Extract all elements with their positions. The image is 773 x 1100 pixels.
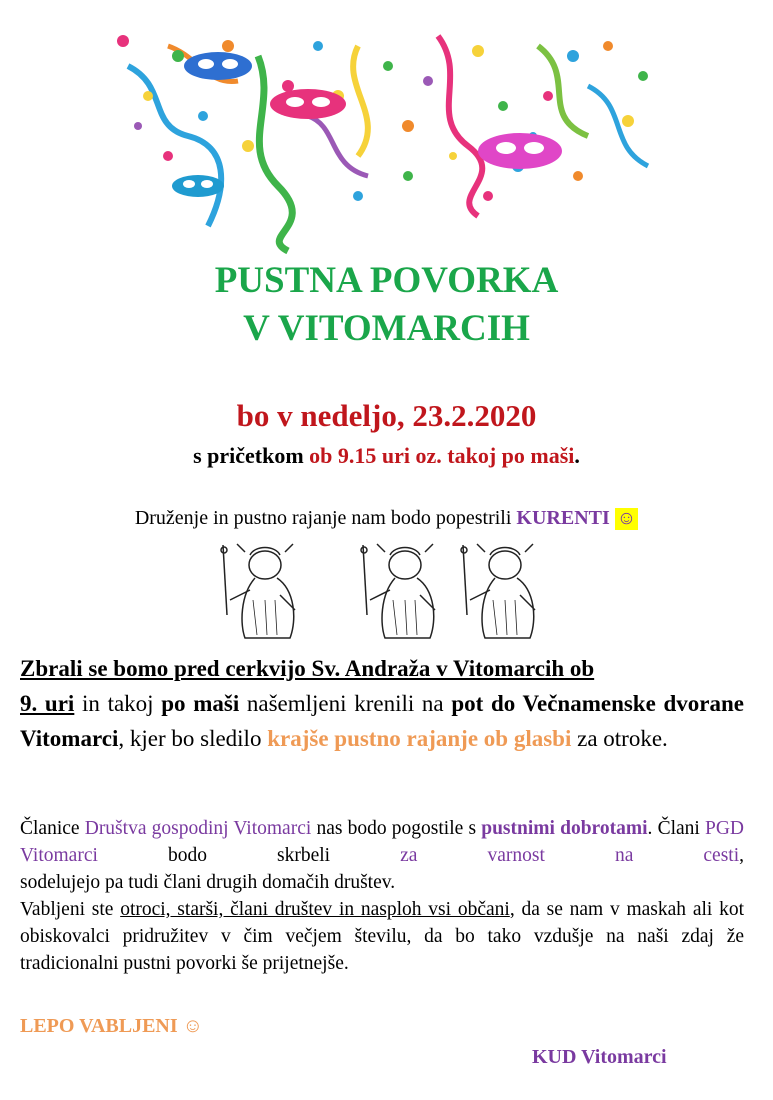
start-time: ob 9.15 uri oz. takoj po maši [309, 443, 575, 468]
confetti-banner-image [108, 26, 656, 256]
signature: KUD Vitomarci [532, 1046, 667, 1068]
text-fragment: , da se nam v maskah ali kot obiskovalci pridružitev v čim večjem številu, da bo tako vzdušje na naši zdaj že tradicionalni pustni povorki še prijetnejše. [20, 899, 744, 974]
pgd-name: PGD Vitomarci [20, 818, 744, 866]
social-line [0, 507, 773, 530]
info-line-2: sodelujejo pa tudi člani drugih domačih društev. [20, 872, 396, 893]
text-fragment: našemljeni krenili na [239, 691, 452, 716]
info-line-1 [20, 815, 744, 869]
gathering-paragraph [20, 651, 744, 756]
start-time-line [0, 443, 773, 469]
kurent-figure-1 [215, 540, 310, 640]
text-fragment: in takoj [74, 691, 162, 716]
kurent-figure-3 [455, 540, 550, 640]
kurent-figure-2 [355, 540, 450, 640]
social-text: Druženje in pustno rajanje nam bodo popestrili [134, 507, 517, 529]
info-paragraph [20, 815, 744, 977]
smiley-icon: ☺ [616, 508, 637, 529]
info-line-3 [20, 896, 744, 977]
poster-title-line2: V VITOMARCIH [243, 308, 530, 349]
route: pot do Večnamenske dvorane Vitomarci [20, 691, 744, 751]
party-highlight: krajše pustno rajanje ob glasbi [267, 726, 572, 751]
event-date: bo v nedeljo, 23.2.2020 [236, 398, 537, 433]
start-prefix: s pričetkom [193, 443, 310, 468]
society-name: Društva gospodinj Vitomarci [84, 818, 312, 839]
gathering-location: Zbrali se bomo pred cerkvijo Sv. Andraža v Vitomarcih ob [20, 656, 595, 681]
text-fragment: . Člani [647, 818, 705, 839]
text-fragment: Vabljeni ste [20, 899, 121, 920]
poster-title-line1: PUSTNA POVORKA [214, 260, 559, 301]
text-fragment: bodo skrbeli [97, 845, 401, 866]
text-fragment: za otroke. [571, 726, 668, 751]
safety: za varnost na cesti [400, 845, 740, 866]
gathering-time: 9. uri [20, 691, 75, 716]
treats: pustnimi dobrotami [481, 818, 648, 839]
text-fragment: , [739, 845, 745, 866]
kurenti-highlight: KURENTI [516, 507, 610, 529]
text-fragment: nas bodo pogostile s [311, 818, 482, 839]
text-fragment: Članice [20, 818, 85, 839]
text-fragment: , kjer bo sledilo [118, 726, 268, 751]
invited-groups: otroci, starši, člani društev in nasploh vsi občani [120, 899, 510, 920]
greeting: LEPO VABLJENI ☺ [20, 1015, 204, 1037]
start-suffix: . [574, 443, 580, 468]
after-mass: po maši [161, 691, 240, 716]
